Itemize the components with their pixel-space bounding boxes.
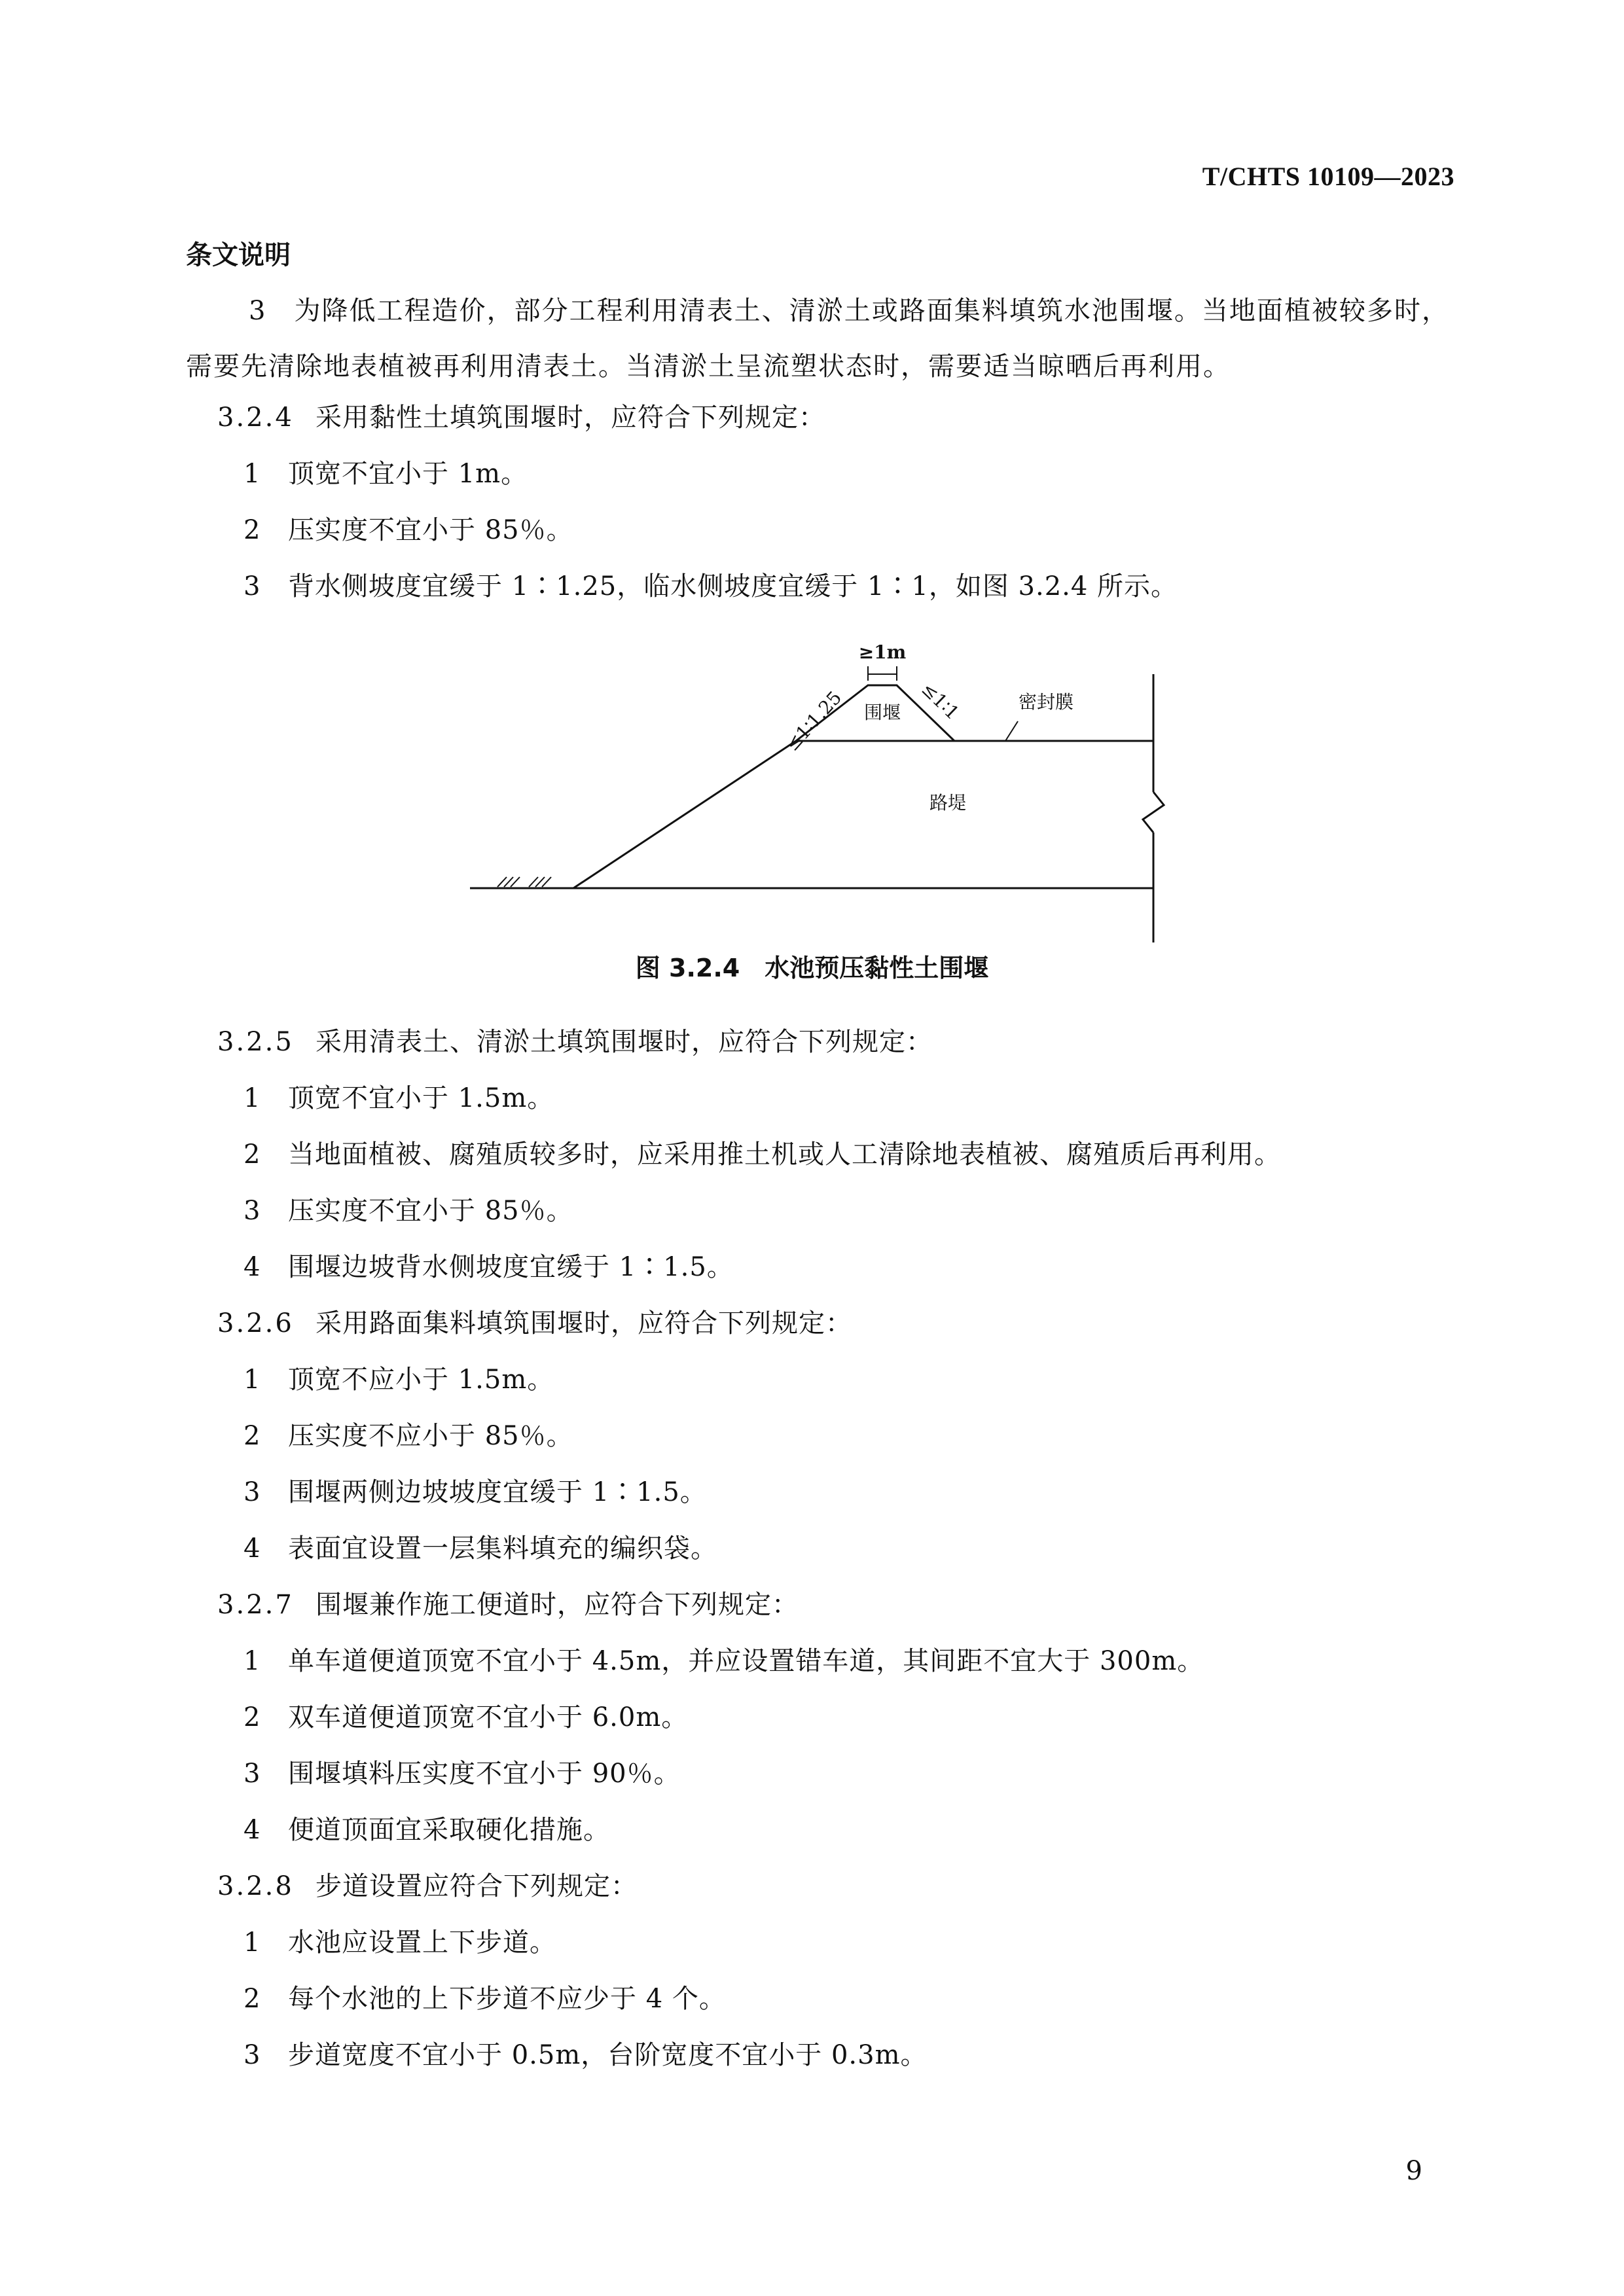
clause-text: 采用清表土、清淤土填筑围堰时，应符合下列规定： [316,1027,933,1057]
membrane-label: 密封膜 [1018,691,1074,713]
item-text: 围堰两侧边坡坡度宜缓于 1∶1.5。 [288,1477,707,1507]
item-number: 4 [244,1252,261,1282]
item-text: 当地面植被、腐殖质较多时，应采用推土机或人工清除地表植被、腐殖质后再利用。 [288,1139,1281,1170]
clause-number: 3.2.7 [217,1590,294,1620]
list-item [244,509,573,547]
list-item [244,1922,556,1959]
right-slope-label: ≤1∶1 [917,678,964,725]
list-item [244,1696,688,1734]
item-number: 4 [244,1815,261,1845]
item-number: 1 [244,1365,261,1395]
item-text: 双车道便道顶宽不宜小于 6.0m。 [288,1702,689,1732]
list-item [244,1640,1204,1677]
clause-3-2-6 [217,1302,852,1340]
item-text: 顶宽不应小于 1.5m。 [288,1365,554,1395]
left-slope-label: ≤1∶1.25 [781,687,846,755]
figure-cofferdam [458,628,1165,952]
item-text: 背水侧坡度宜缓于 1∶1.25，临水侧坡度宜缓于 1∶1，如图 3.2.4 所示。 [288,571,1178,601]
item-number: 2 [244,1139,261,1170]
clause-number: 3.2.4 [217,403,294,433]
list-item [244,1471,707,1509]
item-number: 3 [244,2040,261,2070]
item-text: 表面宜设置一层集料填充的编织袋。 [288,1534,717,1564]
clause-3-2-7 [217,1584,799,1621]
clause-3-2-5 [217,1021,933,1058]
section-title: 条文说明 [186,240,291,270]
standard-code: T/CHTS 10109—2023 [1202,162,1454,191]
list-item [244,1359,554,1396]
item-number: 3 [244,571,261,601]
page-number: 9 [1405,2156,1422,2186]
clause-3-2-8 [217,1865,638,1903]
clause-number: 3.2.8 [217,1871,294,1901]
clause-text: 步道设置应符合下列规定： [316,1871,638,1901]
item-number: 3 [244,1196,261,1226]
item-number: 3 [244,1477,261,1507]
item-number: 4 [244,1534,261,1564]
item-text: 围堰填料压实度不宜小于 90％。 [288,1759,681,1789]
clause-3-2-4 [217,397,825,434]
item-number: 2 [244,515,261,545]
list-item [244,453,528,490]
item-text: 压实度不宜小于 85％。 [288,515,573,545]
list-item [244,2034,928,2072]
item-number: 1 [244,1083,261,1113]
intro-number: 3 [249,296,267,326]
intro-text: 为降低工程造价，部分工程利用清表土、清淤土或路面集料填筑水池围堰。当地面植被较多时，需要先清除地表植被再利用清表土。当清淤土呈流塑状态时，需要适当晾晒后再利用。 [186,296,1450,382]
embankment-label: 路堤 [929,792,967,814]
top-width-label: ≥1m [858,641,907,663]
membrane-leader [1005,721,1018,741]
list-item [244,1753,681,1790]
item-number: 1 [244,1646,261,1676]
list-item [244,1528,717,1565]
item-number: 2 [244,1421,261,1451]
intro-paragraph [186,283,1449,395]
item-text: 单车道便道顶宽不宜小于 4.5m，并应设置错车道，其间距不宜大于 300m。 [288,1646,1204,1676]
break-symbol [1143,792,1164,833]
item-text: 每个水池的上下步道不应少于 4 个。 [288,1984,726,2014]
item-text: 压实度不宜小于 85％。 [288,1196,573,1226]
list-item [244,1134,1281,1171]
clause-text: 采用路面集料填筑围堰时，应符合下列规定： [316,1308,852,1338]
cofferdam-label: 围堰 [863,702,901,723]
item-text: 步道宽度不宜小于 0.5m，台阶宽度不宜小于 0.3m。 [288,2040,928,2070]
item-text: 便道顶面宜采取硬化措施。 [288,1815,610,1845]
item-text: 压实度不应小于 85％。 [288,1421,573,1451]
item-text: 顶宽不宜小于 1.5m。 [288,1083,554,1113]
item-number: 2 [244,1702,261,1732]
item-text: 顶宽不宜小于 1m。 [288,459,528,489]
item-text: 围堰边坡背水侧坡度宜缓于 1∶1.5。 [288,1252,734,1282]
list-item [244,1077,554,1115]
item-text: 水池应设置上下步道。 [288,1928,556,1958]
clause-number: 3.2.6 [217,1308,294,1338]
figure-caption: 图 3.2.4 水池预压黏性土围堰 [635,954,989,982]
item-number: 3 [244,1759,261,1789]
list-item [244,1978,726,2015]
item-number: 2 [244,1984,261,2014]
item-number: 1 [244,1928,261,1958]
list-item [244,1246,734,1283]
list-item [244,1190,573,1227]
item-number: 1 [244,459,261,489]
list-item [244,565,1178,603]
list-item [244,1415,573,1452]
clause-number: 3.2.5 [217,1027,294,1057]
list-item [244,1809,610,1846]
cofferdam-diagram [458,628,1165,949]
clause-text: 采用黏性土填筑围堰时，应符合下列规定： [316,403,825,433]
clause-text: 围堰兼作施工便道时，应符合下列规定： [316,1590,799,1620]
